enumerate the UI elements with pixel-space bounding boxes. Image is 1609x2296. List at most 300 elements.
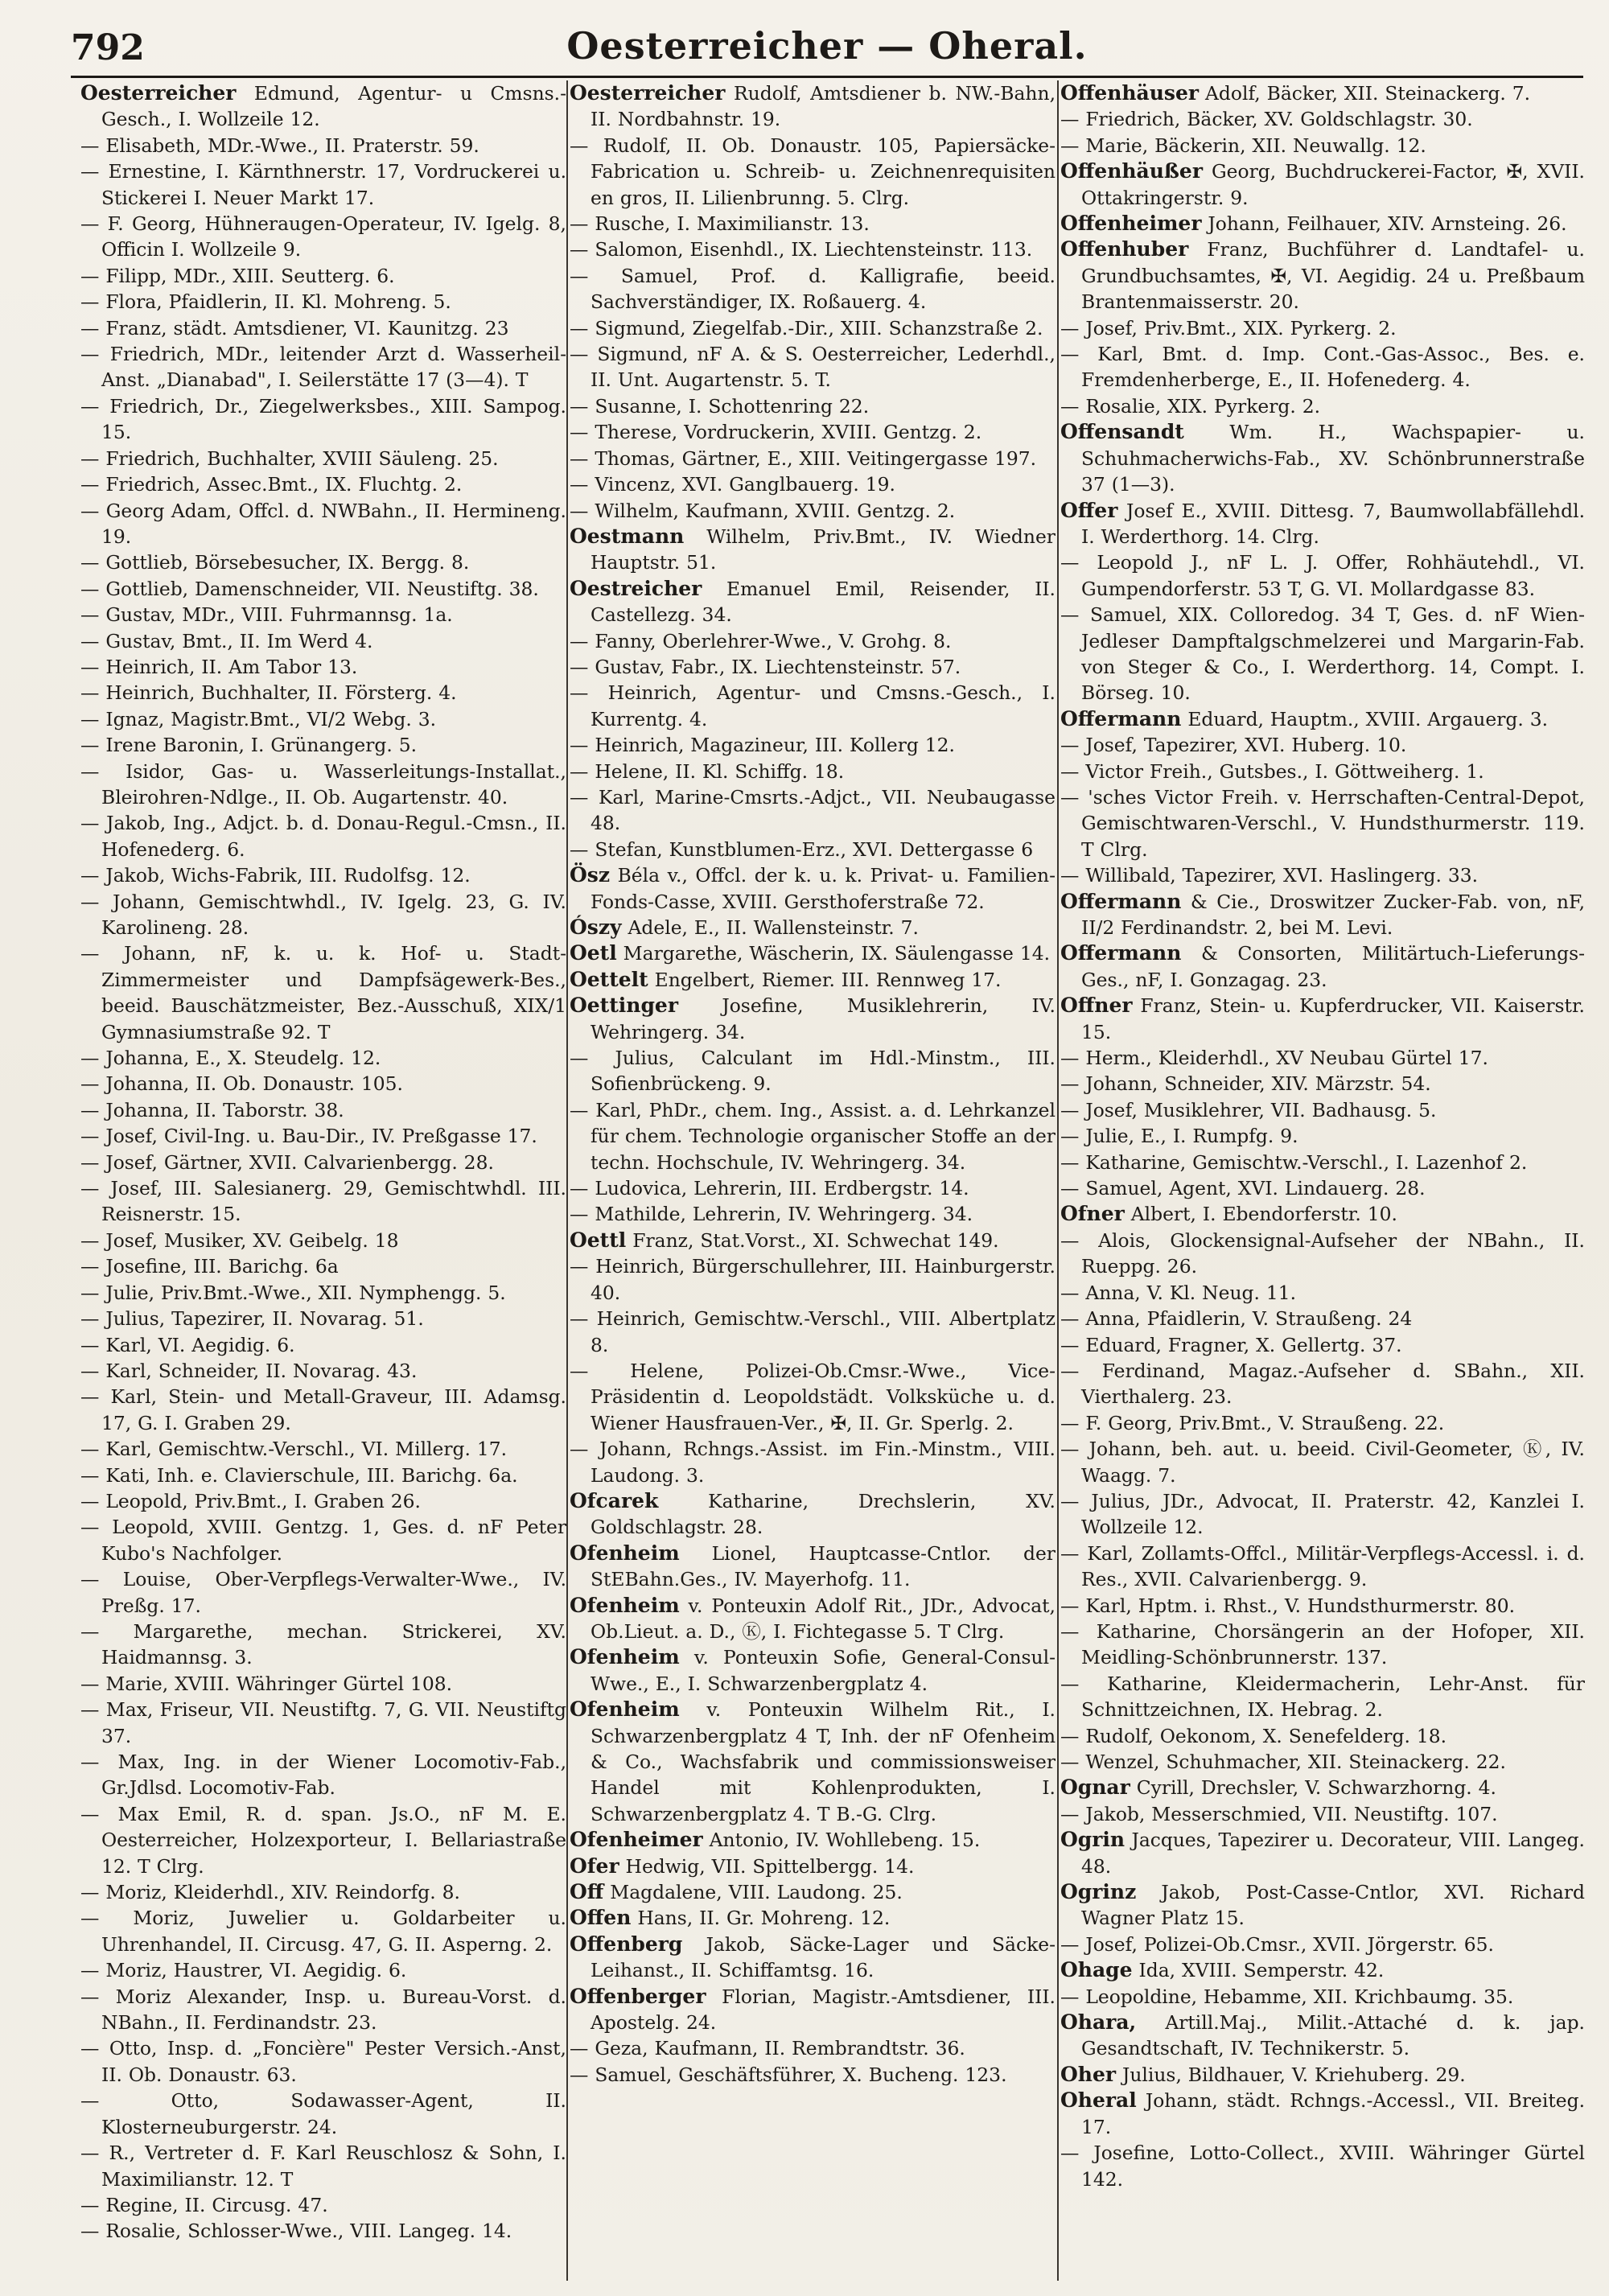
directory-entry — [80, 158, 566, 211]
entry-surname: Offenhäuser — [1060, 81, 1200, 105]
entry-text: — Samuel, Geschäftsführer, X. Bucheng. 123. — [570, 2063, 1007, 2086]
entry-text: — Josef, Tapezirer, XVI. Huberg. 10. — [1060, 734, 1407, 757]
directory-entry — [570, 1644, 1056, 1697]
entry-surname: Offermann — [1060, 941, 1182, 965]
directory-entry — [570, 133, 1056, 211]
entry-text: Magdalene, VIII. Laudong. 25. — [603, 1881, 903, 1904]
directory-entry — [80, 1150, 566, 1175]
entry-text: — Katharine, Gemischtw.-Verschl., I. Lazenhof 2. — [1060, 1150, 1528, 1174]
directory-entry — [80, 732, 566, 758]
entry-surname: Ohage — [1060, 1958, 1133, 1982]
directory-entry — [80, 80, 566, 133]
directory-entry — [570, 628, 1056, 654]
entry-text: — Gottlieb, Börsebesucher, IX. Bergg. 8. — [80, 551, 470, 574]
entry-text: — Julius, JDr., Advocat, II. Praterstr. 42, Kanzlei I. Wollzeile 12. — [1060, 1489, 1585, 1539]
directory-entry — [1060, 1593, 1585, 1619]
entry-text: — Josef, Musiker, XV. Geibelg. 18 — [80, 1228, 399, 1252]
directory-entry — [1060, 1801, 1585, 1827]
entry-text: — Julius, Tapezirer, II. Novarag. 51. — [80, 1307, 424, 1331]
directory-entry — [1060, 1045, 1585, 1071]
entry-surname: Oher — [1060, 2062, 1117, 2086]
entry-text: — Sigmund, nF A. & S. Oesterreicher, Lederhdl., II. Unt. Augartenstr. 5. T. — [570, 343, 1056, 392]
directory-entry — [80, 1879, 566, 1905]
directory-entry — [570, 471, 1056, 497]
entry-text: Albert, I. Ebendorferstr. 10. — [1124, 1203, 1397, 1226]
directory-entry — [1060, 1175, 1585, 1201]
directory-entry — [1060, 1671, 1585, 1723]
entry-surname: Offenheimer — [1060, 212, 1202, 236]
directory-entry — [570, 1593, 1056, 1645]
entry-text: & Cie., Droswitzer Zucker-Fab. von, nF, II/2 Ferdinandstr. 2, bei M. Levi. — [1081, 890, 1585, 939]
entry-text: — Stefan, Kunstblumen-Erz., XVI. Dettergasse 6 — [570, 837, 1034, 861]
directory-entry — [1060, 419, 1585, 497]
directory-entry — [80, 341, 566, 393]
directory-entry — [80, 1619, 566, 1671]
entry-text: — Leopold, XVIII. Gentzg. 1, Ges. d. nF Peter Kubo's Nachfolger. — [80, 1516, 566, 1565]
entry-surname: Oestmann — [570, 524, 685, 548]
directory-entry — [80, 1671, 566, 1697]
directory-entry — [1060, 732, 1585, 758]
directory-entry — [1060, 862, 1585, 888]
entry-text: — Irene Baronin, I. Grünangerg. 5. — [80, 734, 418, 757]
directory-entry — [570, 1201, 1056, 1227]
entry-surname: Ofenheim — [570, 1645, 680, 1669]
directory-entry — [80, 1097, 566, 1123]
directory-entry — [570, 1228, 1056, 1253]
entry-text: — Rudolf, II. Ob. Donaustr. 105, Papiersäcke-Fabrication u. Schreib- u. Zeichnenrequisiten en gros, II. Lilienbrunng. 5. Clrg. — [570, 134, 1056, 209]
entry-text: — Katharine, Chorsängerin an der Hofoper, XII. Meidling-Schönbrunnerstr. 137. — [1060, 1619, 1585, 1669]
directory-entry — [570, 680, 1056, 732]
entry-surname: Offner — [1060, 994, 1133, 1018]
entry-surname: Oettl — [570, 1228, 627, 1252]
entry-text: Franz, Stein- u. Kupferdrucker, VII. Kaiserstr. 15. — [1081, 994, 1585, 1043]
directory-entry — [570, 1984, 1056, 2036]
entry-text: — Julie, E., I. Rumpfg. 9. — [1060, 1125, 1298, 1148]
entry-surname: Oetl — [570, 941, 617, 965]
entry-text: — Gustav, MDr., VIII. Fuhrmannsg. 1a. — [80, 603, 453, 627]
entry-text: Julius, Bildhauer, V. Kriehuberg. 29. — [1116, 2063, 1466, 2086]
entry-text: Georg, Buchdruckerei-Factor, ✠, XVII. Ottakringerstr. 9. — [1081, 160, 1585, 209]
entry-text: Rudolf, Amtsdiener b. NW.-Bahn, II. Nordbahnstr. 19. — [591, 82, 1056, 131]
entry-text: — Leopoldine, Hebamme, XII. Krichbaumg. 35. — [1060, 1985, 1514, 2008]
directory-entry — [80, 1306, 566, 1331]
entry-text: Franz, Stat.Vorst., XI. Schwechat 149. — [626, 1228, 999, 1252]
directory-entry — [1060, 549, 1585, 602]
directory-entry — [1060, 602, 1585, 706]
entry-surname: Offermann — [1060, 706, 1182, 730]
entry-surname: Oesterreicher — [570, 81, 726, 105]
directory-entry — [1060, 1306, 1585, 1331]
entry-text: — Georg Adam, Offcl. d. NWBahn., II. Hermineng. 19. — [80, 499, 566, 548]
directory-entry — [570, 1932, 1056, 1984]
directory-entry — [570, 446, 1056, 471]
entry-text: Wilhelm, Priv.Bmt., IV. Wiedner Hauptstr. 51. — [591, 525, 1056, 574]
entry-surname: Offenberger — [570, 1984, 706, 2008]
entry-text: — Karl, Stein- und Metall-Graveur, III. Adamsg. 17, G. I. Graben 29. — [80, 1385, 566, 1434]
entry-text: — Rosalie, XIX. Pyrkerg. 2. — [1060, 394, 1321, 418]
directory-entry — [1060, 2140, 1585, 2192]
directory-entry — [570, 940, 1056, 966]
entry-text: — Heinrich, Magazineur, III. Kollerg 12. — [570, 734, 955, 757]
entry-text: Ida, XVIII. Semperstr. 42. — [1132, 1959, 1385, 1982]
directory-entry — [80, 1280, 566, 1306]
entry-text: — Heinrich, II. Am Tabor 13. — [80, 655, 358, 678]
directory-entry — [1060, 1984, 1585, 2010]
directory-entry — [80, 1697, 566, 1749]
directory-entry — [80, 1749, 566, 1801]
entry-text: Adele, E., II. Wallensteinstr. 7. — [621, 916, 919, 939]
directory-entry — [80, 602, 566, 627]
directory-entry — [80, 446, 566, 471]
directory-entry — [80, 1175, 566, 1228]
directory-entry — [80, 2192, 566, 2218]
directory-entry — [570, 237, 1056, 262]
directory-entry — [1060, 759, 1585, 784]
entry-text: Emanuel Emil, Reisender, II. Castellezg. 34. — [591, 577, 1056, 627]
entry-text: Josefine, Musiklehrerin, IV. Wehringerg. 34. — [591, 994, 1056, 1043]
directory-entry — [570, 1854, 1056, 1879]
directory-entry — [570, 1541, 1056, 1593]
directory-entry — [1060, 1749, 1585, 1775]
entry-text: — Marie, Bäckerin, XII. Neuwallg. 12. — [1060, 134, 1426, 157]
page-header — [71, 19, 1583, 76]
entry-surname: Ószy — [570, 916, 622, 939]
directory-entry — [1060, 1201, 1585, 1227]
entry-text: — Samuel, Agent, XVI. Lindauerg. 28. — [1060, 1177, 1426, 1200]
directory-entry — [80, 1436, 566, 1462]
directory-entry — [80, 1566, 566, 1619]
directory-entry — [570, 1905, 1056, 1931]
column-1 — [80, 80, 566, 2281]
entry-text: — Gustav, Fabr., IX. Liechtensteinstr. 57. — [570, 655, 961, 678]
directory-entry — [80, 393, 566, 446]
entry-text: — Leopold J., nF L. J. Offer, Rohhäutehdl., VI. Gumpendorferstr. 53 T, G. VI. Mollardgasse 83. — [1060, 551, 1585, 600]
entry-surname: Oettinger — [570, 994, 679, 1018]
entry-text: — Flora, Pfaidlerin, II. Kl. Mohreng. 5. — [80, 290, 451, 314]
entry-text: — Leopold, Priv.Bmt., I. Graben 26. — [80, 1489, 421, 1512]
entry-text: — Helene, Polizei-Ob.Cmsr.-Wwe., Vice-Präsidentin d. Leopoldstädt. Volksküche u. d. Wiener Hausfrauen-Ver., ✠, II. Gr. Sperlg. 2. — [570, 1359, 1056, 1434]
directory-entry — [1060, 1410, 1585, 1436]
entry-text: — Max, Friseur, VII. Neustiftg. 7, G. VII. Neustiftg 37. — [80, 1698, 566, 1747]
entry-text: v. Ponteuxin Adolf Rit., JDr., Advocat, Ob.Lieut. a. D., Ⓚ, I. Fichtegasse 5. T Clrg. — [591, 1594, 1056, 1643]
entry-text: Jakob, Säcke-Lager und Säcke-Leihanst., II. Schiffamtsg. 16. — [591, 1932, 1056, 1982]
entry-surname: Oesterreicher — [80, 81, 237, 105]
entry-surname: Ofenheim — [570, 1593, 680, 1617]
entry-text: — Anna, Pfaidlerin, V. Straußeng. 24 — [1060, 1307, 1413, 1331]
entry-text: — Otto, Insp. d. „Foncière" Pester Versich.-Anst, II. Ob. Donaustr. 63. — [80, 2037, 566, 2086]
directory-entry — [1060, 1775, 1585, 1800]
entry-text: — Julius, Calculant im Hdl.-Minstm., III. Sofienbrückeng. 9. — [570, 1047, 1056, 1096]
entry-text: — Johanna, II. Ob. Donaustr. 105. — [80, 1072, 403, 1096]
entry-text: — Ignaz, Magistr.Bmt., VI/2 Webg. 3. — [80, 707, 437, 730]
directory-entry — [1060, 1358, 1585, 1410]
entry-text: — Moriz, Juwelier u. Goldarbeiter u. Uhrenhandel, II. Circusg. 47, G. II. Asperng. 2. — [80, 1907, 566, 1956]
entry-text: — Fanny, Oberlehrer-Wwe., V. Grohg. 8. — [570, 629, 952, 652]
entry-text: — Jakob, Wichs-Fabrik, III. Rudolfsg. 12. — [80, 864, 471, 887]
directory-entry — [80, 263, 566, 289]
directory-entry — [80, 498, 566, 550]
entry-text: — Susanne, I. Schottenring 22. — [570, 394, 870, 418]
directory-entry — [80, 1984, 566, 2036]
entry-text: — Victor Freih., Gutsbes., I. Göttweiherg. 1. — [1060, 759, 1484, 783]
entry-text: Eduard, Hauptm., XVIII. Argauerg. 3. — [1181, 707, 1549, 730]
column-divider — [1057, 80, 1059, 2281]
directory-entry — [1060, 237, 1585, 315]
directory-entry — [1060, 106, 1585, 132]
entry-text: Edmund, Agentur- u Cmsns.-Gesch., I. Wollzeile 12. — [101, 82, 566, 131]
entry-text: — Rusche, I. Maximilianstr. 13. — [570, 212, 870, 236]
directory-entry — [570, 393, 1056, 419]
entry-surname: Ognar — [1060, 1775, 1130, 1800]
directory-entry — [570, 1306, 1056, 1358]
entry-text: — Rosalie, Schlosser-Wwe., VIII. Langeg. 14. — [80, 2220, 512, 2243]
directory-entry — [80, 2088, 566, 2140]
entry-text: — Josefine, Lotto-Collect., XVIII. Währinger Gürtel 142. — [1060, 2142, 1585, 2191]
directory-entry — [570, 524, 1056, 576]
directory-entry — [80, 1384, 566, 1436]
entry-text: Margarethe, Wäscherin, IX. Säulengasse 14. — [616, 942, 1051, 965]
directory-entry — [1060, 706, 1585, 732]
directory-entry — [80, 289, 566, 315]
entry-text: — Filipp, MDr., XIII. Seutterg. 6. — [80, 264, 395, 287]
entry-text: — Vincenz, XVI. Ganglbauerg. 19. — [570, 473, 895, 496]
directory-entry — [1060, 1332, 1585, 1358]
directory-entry — [80, 680, 566, 706]
directory-entry — [80, 628, 566, 654]
entry-text: — Samuel, XIX. Colloredog. 34 T, Ges. d. nF Wien-Jedleser Dampftalgschmelzerei und Margarin-Fab. von Steger & Co., I. Werderthorg. 14, Compt. I. Börseg. 10. — [1060, 603, 1585, 705]
directory-entry — [570, 967, 1056, 993]
directory-entry — [570, 419, 1056, 445]
entry-text: — Max, Ing. in der Wiener Locomotiv-Fab., Gr.Jdlsd. Locomotiv-Fab. — [80, 1751, 566, 1800]
entry-text: — Friedrich, Buchhalter, XVIII Säuleng. 25. — [80, 446, 499, 470]
entry-text: — Herm., Kleiderhdl., XV Neubau Gürtel 17. — [1060, 1047, 1488, 1070]
directory-entry — [1060, 158, 1585, 211]
entry-text: Johann, Feilhauer, XIV. Arnsteing. 26. — [1201, 212, 1567, 236]
entry-text: — Jakob, Ing., Adjct. b. d. Donau-Regul.-Cmsn., II. Hofenederg. 6. — [80, 812, 566, 861]
entry-surname: Oheral — [1060, 2088, 1137, 2113]
entry-text: v. Ponteuxin Wilhelm Rit., I. Schwarzenbergplatz 4 T, Inh. der nF Ofenheim & Co., Wachsfabrik und commissionsweiser Handel mit Kohlenprodukten, I. Schwarzenbergplatz 4. T B.-G. Clrg. — [591, 1698, 1056, 1825]
entry-text: — Josefine, III. Barichg. 6a — [80, 1255, 339, 1278]
directory-entry — [80, 1228, 566, 1253]
directory-entry — [570, 2062, 1056, 2088]
entry-text: — Johann, nF, k. u. k. Hof- u. Stadt-Zimmermeister und Dampfsägewerk-Bes., beeid. Bauschätzmeister, Bez.-Ausschuß, XIX/1 Gymnasiumstraße 92. T — [80, 942, 566, 1043]
entry-text: — Gustav, Bmt., II. Im Werd 4. — [80, 629, 373, 652]
directory-entry — [80, 471, 566, 497]
directory-entry — [1060, 341, 1585, 393]
directory-entry — [80, 1957, 566, 1983]
entry-text: v. Ponteuxin Sofie, General-Consul-Wwe., E., I. Schwarzenbergplatz 4. — [591, 1646, 1056, 1695]
entry-text: — Wenzel, Schuhmacher, XII. Steinackerg. 22. — [1060, 1751, 1506, 1773]
entry-text: Wm. H., Wachspapier- u. Schuhmacherwichs-Fab., XV. Schönbrunnerstraße 37 (1—3). — [1081, 421, 1585, 496]
entry-text: Artill.Maj., Milit.-Attaché d. k. jap. Gesandtschaft, IV. Technikerstr. 5. — [1081, 2011, 1585, 2060]
entry-text: — F. Georg, Priv.Bmt., V. Straußeng. 22. — [1060, 1411, 1445, 1434]
directory-entry — [80, 654, 566, 680]
directory-entry — [1060, 993, 1585, 1045]
entry-text: — Jakob, Messerschmied, VII. Neustiftg. 107. — [1060, 1802, 1498, 1825]
entry-text: — Julie, Priv.Bmt.-Wwe., XII. Nymphengg. 5. — [80, 1281, 506, 1304]
directory-entry — [80, 2218, 566, 2244]
directory-entry — [80, 1358, 566, 1384]
entry-text: — Salomon, Eisenhdl., IX. Liechtensteinstr. 113. — [570, 238, 1033, 261]
entry-text: — Karl, PhDr., chem. Ing., Assist. a. d. Lehrkanzel für chem. Technologie organischer Stoffe an der techn. Hochschule, IV. Wehringerg. 34. — [570, 1098, 1056, 1174]
directory-entry — [1060, 1723, 1585, 1749]
entry-text: — Kati, Inh. e. Clavierschule, III. Barichg. 6a. — [80, 1463, 518, 1487]
directory-entry — [80, 889, 566, 941]
directory-entry — [1060, 498, 1585, 550]
entry-text: — Johanna, E., X. Steudelg. 12. — [80, 1047, 381, 1070]
entry-surname: Ofenheim — [570, 1541, 680, 1565]
entry-text: Katharine, Drechslerin, XV. Goldschlagstr. 28. — [591, 1489, 1056, 1539]
directory-entry — [1060, 1827, 1585, 1879]
directory-entry — [570, 1097, 1056, 1175]
directory-entry — [80, 1801, 566, 1879]
directory-entry — [1060, 2010, 1585, 2062]
entry-surname: Ogrinz — [1060, 1880, 1137, 1904]
entry-text: — Friedrich, Dr., Ziegelwerksbes., XIII. Sampog. 15. — [80, 394, 566, 444]
directory-entry — [80, 211, 566, 263]
entry-surname: Ofner — [1060, 1202, 1125, 1226]
directory-entry — [1060, 1097, 1585, 1123]
directory-entry — [570, 1488, 1056, 1541]
directory-entry — [1060, 315, 1585, 341]
entry-text: — Josef, Priv.Bmt., XIX. Pyrkerg. 2. — [1060, 316, 1397, 339]
directory-entry — [570, 315, 1056, 341]
entry-text: — Friedrich, Bäcker, XV. Goldschlagstr. 30. — [1060, 108, 1473, 131]
entry-text: — Louise, Ober-Verpflegs-Verwalter-Wwe., IV. Preßg. 17. — [80, 1568, 566, 1617]
entry-surname: Offer — [1060, 498, 1118, 522]
entry-text: — Ernestine, I. Kärnthnerstr. 17, Vordruckerei u. Stickerei I. Neuer Markt 17. — [80, 160, 566, 209]
page-number: 792 — [71, 27, 145, 68]
directory-entry — [80, 315, 566, 341]
entry-surname: Oettelt — [570, 967, 648, 991]
directory-entry — [570, 1358, 1056, 1436]
entry-surname: Ofcarek — [570, 1488, 659, 1512]
directory-entry — [1060, 1957, 1585, 1983]
entry-text: — Alois, Glockensignal-Aufseher der NBahn., II. Rueppg. 26. — [1060, 1228, 1585, 1278]
directory-entry — [80, 2035, 566, 2088]
entry-text: — 'sches Victor Freih. v. Herrschaften-Central-Depot, Gemischtwaren-Verschl., V. Hundsthurmerstr. 119. T Clrg. — [1060, 785, 1585, 861]
entry-surname: Ofenheimer — [570, 1828, 703, 1852]
directory-entry — [570, 732, 1056, 758]
directory-entry — [80, 1514, 566, 1566]
directory-entry — [570, 576, 1056, 628]
directory-entry — [1060, 940, 1585, 993]
entry-text: — Karl, Marine-Cmsrts.-Adjct., VII. Neubaugasse 48. — [570, 785, 1056, 835]
entry-text: — Ludovica, Lehrerin, III. Erdbergstr. 14. — [570, 1177, 969, 1200]
directory-entry — [570, 654, 1056, 680]
entry-text: — Josef, III. Salesianerg. 29, Gemischtwhdl. III. Reisnerstr. 15. — [80, 1177, 566, 1226]
entry-text: — R., Vertreter d. F. Karl Reuschlosz & Sohn, I. Maximilianstr. 12. T — [80, 2142, 566, 2191]
entry-text: Jakob, Post-Casse-Cntlor, XVI. Richard Wagner Platz 15. — [1081, 1881, 1585, 1930]
directory-entry — [1060, 2062, 1585, 2088]
entry-text: — Isidor, Gas- u. Wasserleitungs-Installat., Bleirohren-Ndlge., II. Ob. Augartenstr. 40. — [80, 759, 566, 809]
directory-entry — [80, 2140, 566, 2192]
entry-surname: Offen — [570, 1906, 632, 1930]
entry-text: Florian, Magistr.-Amtsdiener, III. Apostelg. 24. — [591, 1985, 1056, 2035]
entry-text: — Karl, Zollamts-Offcl., Militär-Verpflegs-Accessl. i. d. Res., XVII. Calvarienbergg. 9. — [1060, 1541, 1585, 1591]
entry-surname: Ofer — [570, 1854, 619, 1878]
entry-text: — Heinrich, Buchhalter, II. Försterg. 4. — [80, 681, 457, 705]
directory-entry — [80, 576, 566, 602]
directory-entry — [1060, 784, 1585, 862]
entry-text: — Johann, Rchngs.-Assist. im Fin.-Minstm., VIII. Laudong. 3. — [570, 1438, 1056, 1487]
entry-text: Béla v., Offcl. der k. u. k. Privat- u. Familien-Fonds-Casse, XVIII. Gersthoferstraße 72. — [591, 864, 1056, 913]
entry-text: — Elisabeth, MDr.-Wwe., II. Praterstr. 59. — [80, 134, 479, 157]
directory-entry — [1060, 2088, 1585, 2140]
directory-entry — [570, 1697, 1056, 1827]
column-divider — [566, 80, 568, 2281]
entry-surname: Ofenheim — [570, 1697, 680, 1722]
directory-entry — [570, 993, 1056, 1045]
entry-text: — Thomas, Gärtner, E., XIII. Veitingergasse 197. — [570, 446, 1037, 470]
directory-entry — [80, 706, 566, 732]
entry-surname: Ohara, — [1060, 2010, 1137, 2035]
directory-entry — [570, 1436, 1056, 1488]
directory-entry — [1060, 1488, 1585, 1541]
directory-entry — [80, 1905, 566, 1957]
entry-text: — Wilhelm, Kaufmann, XVIII. Gentzg. 2. — [570, 499, 956, 522]
directory-entry — [1060, 1280, 1585, 1306]
entry-surname: Offenhuber — [1060, 237, 1189, 261]
directory-entry — [80, 1488, 566, 1514]
entry-text: — Josef, Gärtner, XVII. Calvarienbergg. 28. — [80, 1150, 494, 1174]
entry-text: Antonio, IV. Wohllebeng. 15. — [702, 1829, 981, 1852]
entry-surname: Offensandt — [1060, 420, 1184, 444]
entry-text: — Karl, Schneider, II. Novarag. 43. — [80, 1359, 418, 1382]
entry-surname: Offenhäußer — [1060, 159, 1204, 183]
directory-entry — [80, 1045, 566, 1071]
entry-text: — Johann, Gemischtwhdl., IV. Igelg. 23, G. IV. Karolineng. 28. — [80, 890, 566, 939]
entry-text: — Anna, V. Kl. Neug. 11. — [1060, 1281, 1297, 1304]
entry-text: — Katharine, Kleidermacherin, Lehr-Anst. für Schnittzeichnen, IX. Hebrag. 2. — [1060, 1672, 1585, 1722]
directory-entry — [570, 759, 1056, 784]
directory-entry — [80, 1332, 566, 1358]
directory-entry — [1060, 133, 1585, 158]
entry-text: — Moriz, Kleiderhdl., XIV. Reindorfg. 8. — [80, 1881, 460, 1904]
column-3 — [1060, 80, 1585, 2281]
entry-text: — Mathilde, Lehrerin, IV. Wehringerg. 34. — [570, 1203, 973, 1226]
entry-text: Adolf, Bäcker, XII. Steinackerg. 7. — [1199, 82, 1531, 105]
entry-text: Cyrill, Drechsler, V. Schwarzhorng. 4. — [1130, 1776, 1496, 1800]
entry-text: — Marie, XVIII. Währinger Gürtel 108. — [80, 1672, 453, 1695]
directory-entry — [570, 498, 1056, 524]
entry-text: Hedwig, VII. Spittelbergg. 14. — [619, 1854, 915, 1878]
entry-text: — Max Emil, R. d. span. Js.O., nF M. E. Oesterreicher, Holzexporteur, I. Bellariastraße 12. T Clrg. — [80, 1802, 566, 1878]
directory-entry — [570, 784, 1056, 837]
directory-entry — [1060, 1879, 1585, 1932]
directory-entry — [570, 1827, 1056, 1853]
entry-text: Lionel, Hauptcasse-Cntlor. der StEBahn.Ges., IV. Mayerhofg. 11. — [591, 1541, 1056, 1591]
column-2 — [570, 80, 1056, 2281]
entry-text: — Johann, Schneider, XIV. Märzstr. 54. — [1060, 1072, 1431, 1096]
entry-text: — Willibald, Tapezirer, XVI. Haslingerg. 33. — [1060, 864, 1479, 887]
entry-text: — Johann, beh. aut. u. beeid. Civil-Geometer, Ⓚ, IV. Waagg. 7. — [1060, 1438, 1585, 1487]
header-rule — [71, 76, 1583, 78]
entry-text: Hans, II. Gr. Mohreng. 12. — [631, 1907, 891, 1930]
entry-text: — Moriz, Haustrer, VI. Aegidig. 6. — [80, 1959, 407, 1982]
entry-text: Jacques, Tapezirer u. Decorateur, VIII. Langeg. 48. — [1081, 1829, 1585, 1878]
directory-entry — [1060, 1150, 1585, 1175]
entry-text: — Regine, II. Circusg. 47. — [80, 2193, 328, 2216]
directory-entry — [1060, 1228, 1585, 1280]
entry-surname: Offermann — [1060, 889, 1182, 913]
directory-entry — [1060, 1436, 1585, 1488]
entry-text: — Therese, Vordruckerin, XVIII. Gentzg. 2. — [570, 421, 982, 444]
entry-surname: Ösz — [570, 863, 611, 887]
entry-text: — Samuel, Prof. d. Kalligrafie, beeid. Sachverständiger, IX. Roßauerg. 4. — [570, 264, 1056, 314]
directory-entry — [80, 133, 566, 158]
directory-entry — [570, 211, 1056, 237]
